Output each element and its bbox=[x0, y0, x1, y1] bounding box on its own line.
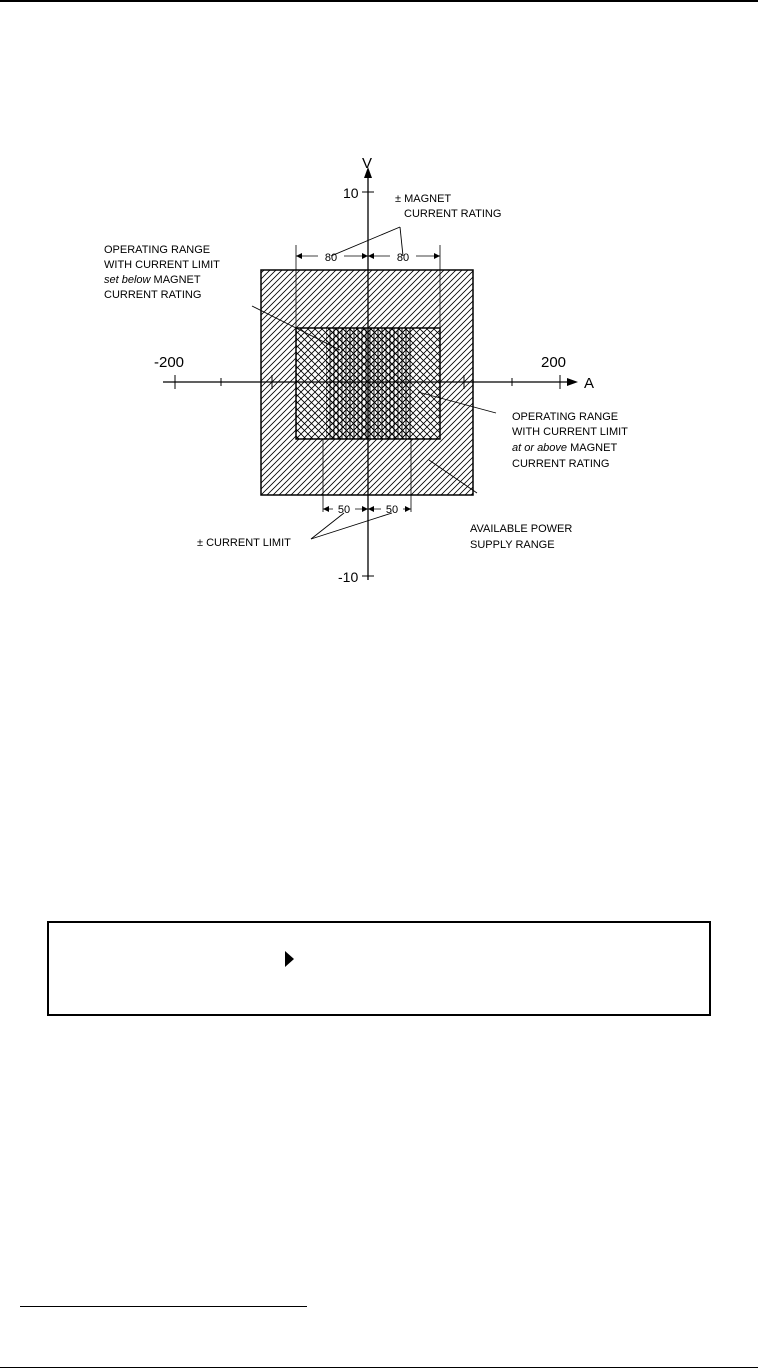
play-arrow-icon bbox=[285, 951, 294, 967]
above-rating-label-1: OPERATING RANGE bbox=[512, 411, 619, 423]
diagram-svg bbox=[0, 0, 758, 600]
above-rating-label-3: at or above MAGNET bbox=[512, 442, 618, 454]
voltage-max-label: 10 bbox=[343, 185, 359, 201]
footer-rule bbox=[0, 1367, 758, 1368]
available-range-label-2: SUPPLY RANGE bbox=[470, 539, 555, 551]
below-rating-label-1: OPERATING RANGE bbox=[104, 244, 211, 256]
operating-range-diagram bbox=[0, 0, 758, 600]
footnote-rule bbox=[20, 1306, 307, 1307]
current-axis-label: A bbox=[584, 375, 595, 392]
note-box bbox=[47, 921, 711, 1016]
available-range-label-1: AVAILABLE POWER bbox=[470, 523, 573, 535]
magnet-rating-label-2: CURRENT RATING bbox=[404, 208, 502, 220]
current-min-label: -200 bbox=[154, 354, 185, 371]
dim-limit-right: 50 bbox=[385, 504, 399, 516]
voltage-min-label: -10 bbox=[338, 569, 359, 585]
dim-limit-left: 50 bbox=[337, 504, 351, 516]
below-rating-label-4: CURRENT RATING bbox=[104, 289, 202, 301]
dim-magnet-left: 80 bbox=[324, 252, 338, 264]
above-rating-label-4: CURRENT RATING bbox=[512, 458, 610, 470]
current-limit-label: ± CURRENT LIMIT bbox=[197, 537, 291, 549]
below-rating-label-3: set below MAGNET bbox=[104, 274, 201, 286]
above-rating-label-2: WITH CURRENT LIMIT bbox=[512, 426, 628, 438]
below-rating-label-2: WITH CURRENT LIMIT bbox=[104, 259, 220, 271]
dim-magnet-right: 80 bbox=[396, 252, 410, 264]
voltage-axis-label: V bbox=[362, 155, 373, 172]
current-max-label: 200 bbox=[541, 354, 567, 371]
magnet-rating-label-1: ± MAGNET bbox=[395, 193, 452, 205]
